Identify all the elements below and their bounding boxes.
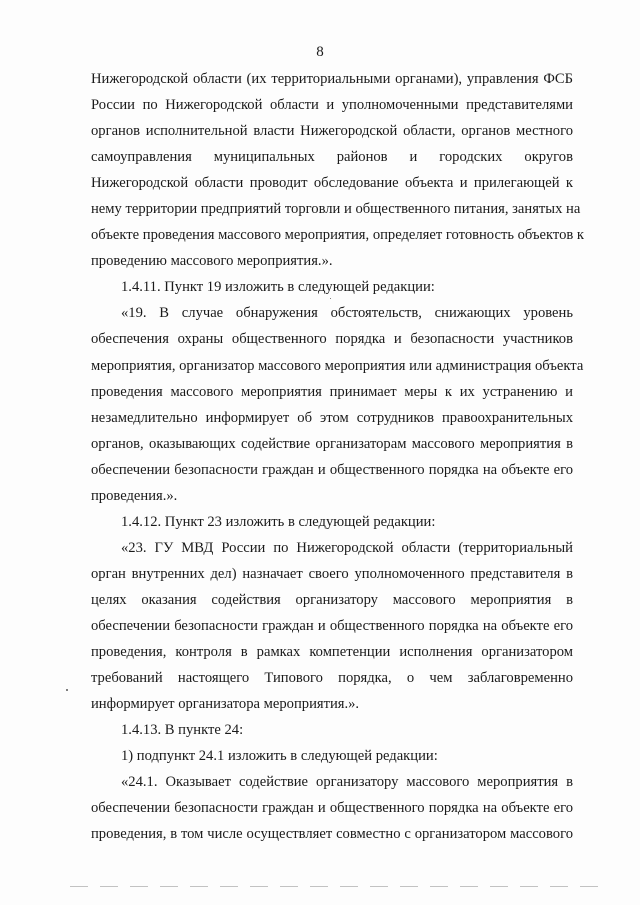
text-line: проведения.». bbox=[91, 487, 178, 504]
text-line: Нижегородской области (их территориальными органами), управления ФСБ bbox=[91, 71, 573, 87]
text-line: информирует организатора мероприятия.». bbox=[91, 696, 360, 713]
text-line: 1.4.12. Пункт 23 изложить в следующей редакции: bbox=[121, 513, 436, 530]
text-line: проведения массового мероприятия принимает меры к их устранению и bbox=[91, 383, 573, 400]
text-line: «24.1. Оказывает содействие организатору массового мероприятия в bbox=[121, 774, 573, 791]
text-line: Нижегородской области проводит обследование объекта и прилегающей к bbox=[91, 175, 573, 192]
text-line: «23. ГУ МВД России по Нижегородской области (территориальный bbox=[121, 539, 573, 556]
text-line: «19. В случае обнаружения обстоятельств, снижающих уровень bbox=[121, 305, 573, 322]
text-line: 1.4.11. Пункт 19 изложить в следующей редакции: bbox=[121, 279, 435, 296]
text-line: проведению массового мероприятия.». bbox=[91, 253, 333, 270]
body-text bbox=[91, 66, 585, 847]
text-line: требований настоящего Типового порядка, о чем заблаговременно bbox=[91, 670, 573, 687]
scan-artifact-line bbox=[70, 886, 610, 887]
text-line: объекте проведения массового мероприятия, определяет готовность объектов к bbox=[91, 227, 585, 244]
page-number: 8 bbox=[316, 44, 324, 60]
text-line: 1.4.13. В пункте 24: bbox=[121, 722, 244, 739]
text-line: орган внутренних дел) назначает своего уполномоченного представителя в bbox=[91, 565, 573, 582]
text-line: самоуправления муниципальных районов и городских округов bbox=[91, 149, 573, 166]
text-line: обеспечении безопасности граждан и общественного порядка на объекте его bbox=[91, 617, 573, 634]
scan-speck bbox=[330, 298, 331, 299]
text-line: проведения, контроля в рамках компетенции исполнения организатором bbox=[91, 644, 573, 661]
text-line: незамедлительно информирует об этом сотрудников правоохранительных bbox=[91, 409, 573, 426]
text-line: органов исполнительной власти Нижегородской области, органов местного bbox=[91, 123, 573, 140]
text-line: органов, оказывающих содействие организаторам массового мероприятия в bbox=[91, 435, 573, 452]
text-line: России по Нижегородской области и уполномоченными представителями bbox=[91, 97, 573, 114]
text-line: обеспечения охраны общественного порядка и безопасности участников bbox=[91, 331, 573, 348]
scan-speck bbox=[66, 689, 68, 691]
text-line: нему территории предприятий торговли и общественного питания, занятых на bbox=[91, 201, 581, 218]
text-line: обеспечении безопасности граждан и общественного порядка на объекте его bbox=[91, 800, 573, 817]
text-line: целях оказания содействия организатору массового мероприятия в bbox=[91, 591, 573, 608]
text-line: мероприятия, организатор массового мероприятия или администрация объекта bbox=[91, 357, 584, 374]
text-line: обеспечении безопасности граждан и общественного порядка на объекте его bbox=[91, 461, 573, 478]
text-line: проведения, в том числе осуществляет совместно с организатором массового bbox=[91, 826, 573, 843]
text-line: 1) подпункт 24.1 изложить в следующей редакции: bbox=[121, 748, 438, 765]
